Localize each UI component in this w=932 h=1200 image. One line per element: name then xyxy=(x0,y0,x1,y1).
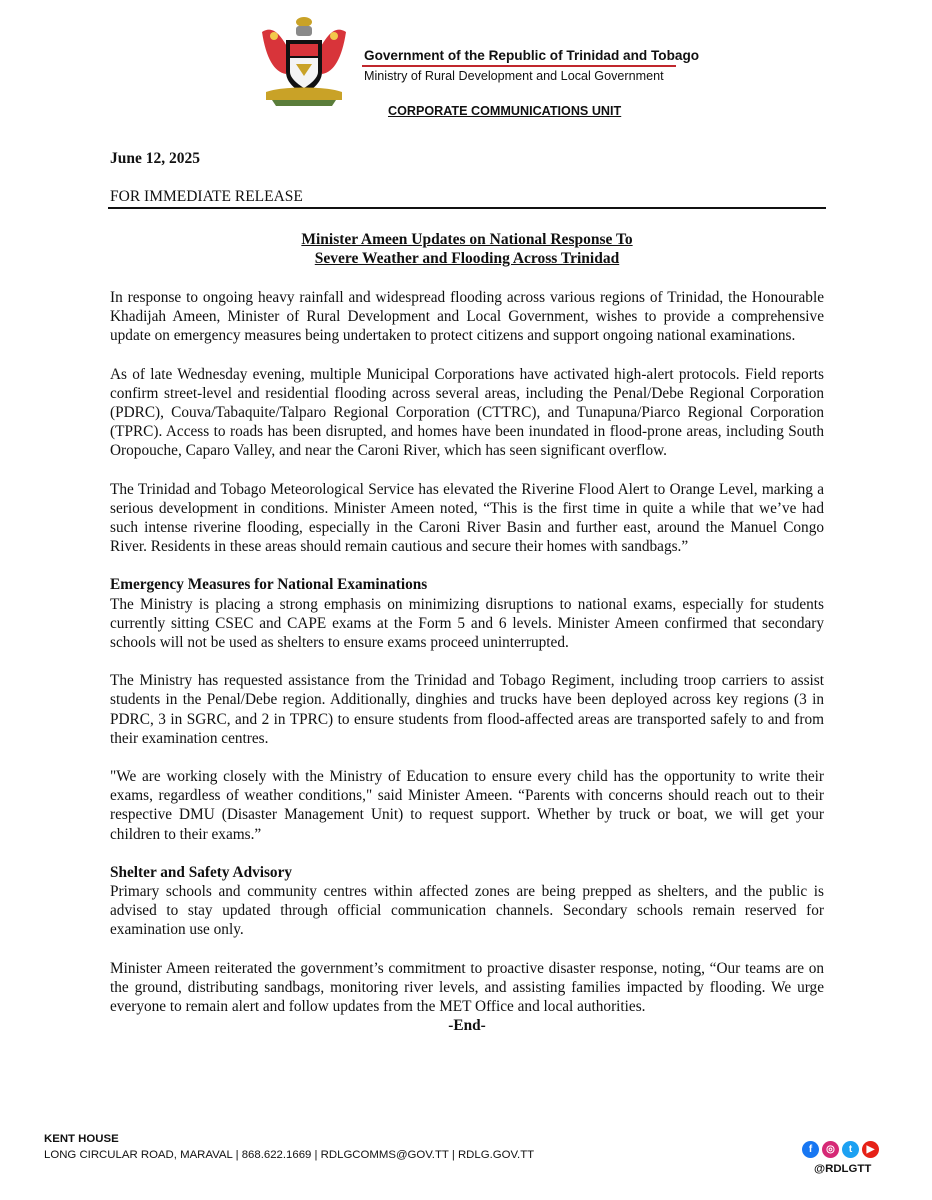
section-heading-exams: Emergency Measures for National Examinations xyxy=(110,576,428,594)
unit-name: CORPORATE COMMUNICATIONS UNIT xyxy=(388,104,622,118)
paragraph: As of late Wednesday evening, multiple Municipal Corporations have activated high-alert protocols. Field reports confirm street-level and residential flooding across several areas, including the Penal/Debe Regional Corporation (PDRC), Couva/Tabaquite/Talparo Regional Corporation (CTTRC), and Tunapuna/Piarco Regional Corporation (TPRC). Access to roads has been disrupted, and homes have been inundated in flood-prone areas, including South Oropouche, Caparo Valley, and near the Caroni River, which has seen significant overflow. xyxy=(110,365,824,460)
paragraph: Minister Ameen reiterated the government’s commitment to proactive disaster response, noting, “Our teams are on the ground, distributing sandbags, monitoring river levels, and assisting families impacted by flooding. We urge everyone to remain alert and follow updates from the MET Office and local authorities. xyxy=(110,959,824,1016)
footer-building: KENT HOUSE xyxy=(44,1133,119,1145)
release-divider xyxy=(108,207,826,209)
paragraph: The Trinidad and Tobago Meteorological Service has elevated the Riverine Flood Alert to Orange Level, marking a serious development in conditions. Minister Ameen noted, “This is the first time in quite a while that we’ve had such intense riverine flooding, especially in the Caroni River Basin and further east, around the Manuel Congo River. Residents in these areas should remain cautious and secure their homes with sandbags.” xyxy=(110,480,824,556)
social-handle[interactable]: @RDLGTT xyxy=(814,1163,872,1175)
release-label: FOR IMMEDIATE RELEASE xyxy=(110,188,303,205)
headline xyxy=(108,230,826,268)
section-heading-shelter: Shelter and Safety Advisory xyxy=(110,863,293,881)
footer-contact: LONG CIRCULAR ROAD, MARAVAL | 868.622.1669 | RDLGCOMMS@GOV.TT | RDLG.GOV.TT xyxy=(44,1149,535,1161)
paragraph: In response to ongoing heavy rainfall and widespread flooding across various regions of Trinidad, the Honourable Khadijah Ameen, Minister of Rural Development and Local Government, wishes to provide a comprehensive update on emergency measures being undertaken to protect citizens and support ongoing national examinations. xyxy=(110,289,824,345)
twitter-icon[interactable]: t xyxy=(842,1141,859,1158)
youtube-icon[interactable]: ▶ xyxy=(862,1141,879,1158)
headline-line-1: Minister Ameen Updates on National Response To xyxy=(301,231,633,248)
social-icons xyxy=(802,1141,879,1158)
headline-line-2: Severe Weather and Flooding Across Trinidad xyxy=(314,250,620,267)
paragraph: "We are working closely with the Ministry of Education to ensure every child has the opportunity to write their exams, regardless of weather conditions," said Minister Ameen. “Parents with concerns should reach out to their respective DMU (Disaster Management Unit) to request support. Whether by truck or boat, we will get your children to their exams.” xyxy=(110,768,824,843)
article-body xyxy=(110,288,824,1055)
release-date: June 12, 2025 xyxy=(110,150,200,167)
facebook-icon[interactable]: f xyxy=(802,1141,819,1158)
coat-of-arms-icon xyxy=(252,14,356,108)
paragraph: The Ministry has requested assistance from the Trinidad and Tobago Regiment, including troop carriers to assist students in the Penal/Debe region. Additionally, dinghies and trucks have been deployed across key regions (3 in PDRC, 3 in SGRC, and 2 in TPRC) to ensure students from flood-affected areas are transported safely to and from their examination centres. xyxy=(110,672,824,747)
ministry-name: Ministry of Rural Development and Local Government xyxy=(364,69,664,83)
paragraph: Primary schools and community centres within affected zones are being prepped as shelters, and the public is advised to stay updated through official communication channels. Secondary schools remain reserved for examination use only. xyxy=(110,883,824,939)
paragraph: The Ministry is placing a strong emphasis on minimizing disruptions to national exams, especially for students currently sitting CSEC and CAPE exams at the Form 5 and 6 levels. Minister Ameen confirmed that secondary schools will not be used as shelters to ensure exams proceed uninterrupted. xyxy=(110,595,824,652)
end-marker: -End- xyxy=(448,1017,486,1035)
instagram-icon[interactable]: ◎ xyxy=(822,1141,839,1158)
government-title: Government of the Republic of Trinidad and Tobago xyxy=(364,48,700,63)
header-divider xyxy=(362,65,676,67)
